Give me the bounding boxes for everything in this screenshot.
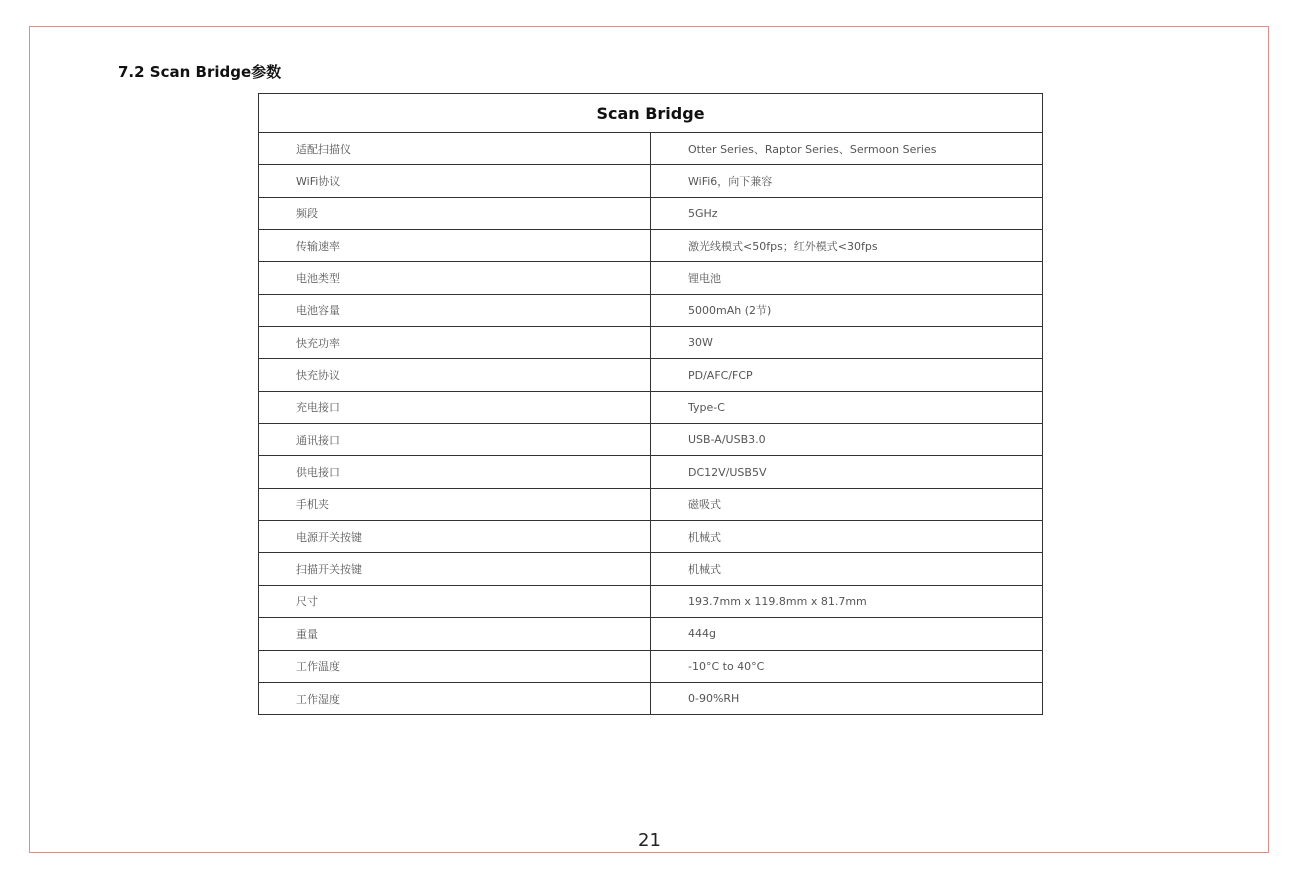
table-row	[259, 391, 1043, 423]
spec-label: 电池类型	[259, 262, 651, 294]
spec-value: Otter Series、Raptor Series、Sermoon Series	[651, 133, 1043, 165]
spec-value: WiFi6，向下兼容	[651, 165, 1043, 197]
table-row	[259, 262, 1043, 294]
spec-value: 机械式	[651, 521, 1043, 553]
spec-table	[258, 93, 1043, 715]
spec-label: 快充协议	[259, 359, 651, 391]
spec-value: 磁吸式	[651, 488, 1043, 520]
table-row	[259, 230, 1043, 262]
table-row	[259, 521, 1043, 553]
spec-value: 30W	[651, 327, 1043, 359]
table-row	[259, 553, 1043, 585]
page-number: 21	[638, 830, 661, 851]
spec-label: 充电接口	[259, 391, 651, 423]
table-row	[259, 133, 1043, 165]
spec-label: 传输速率	[259, 230, 651, 262]
spec-value: 机械式	[651, 553, 1043, 585]
spec-value: Type-C	[651, 391, 1043, 423]
table-header: Scan Bridge	[259, 94, 1043, 133]
table-row	[259, 165, 1043, 197]
spec-label: 工作湿度	[259, 682, 651, 714]
spec-label: 频段	[259, 197, 651, 229]
spec-label: WiFi协议	[259, 165, 651, 197]
spec-value: 5GHz	[651, 197, 1043, 229]
spec-label: 重量	[259, 618, 651, 650]
spec-label: 手机夹	[259, 488, 651, 520]
spec-value: 5000mAh (2节)	[651, 294, 1043, 326]
table-row	[259, 682, 1043, 714]
spec-value: DC12V/USB5V	[651, 456, 1043, 488]
spec-value: 锂电池	[651, 262, 1043, 294]
spec-value: 444g	[651, 618, 1043, 650]
spec-label: 快充功率	[259, 327, 651, 359]
spec-value: PD/AFC/FCP	[651, 359, 1043, 391]
table-row	[259, 456, 1043, 488]
spec-label: 工作温度	[259, 650, 651, 682]
table-header-row	[259, 94, 1043, 133]
spec-value: USB-A/USB3.0	[651, 424, 1043, 456]
spec-value: 0-90%RH	[651, 682, 1043, 714]
table-row	[259, 294, 1043, 326]
spec-label: 电源开关按键	[259, 521, 651, 553]
spec-label: 供电接口	[259, 456, 651, 488]
spec-value: 193.7mm x 119.8mm x 81.7mm	[651, 585, 1043, 617]
table-row	[259, 327, 1043, 359]
table-row	[259, 618, 1043, 650]
spec-label: 扫描开关按键	[259, 553, 651, 585]
table-row	[259, 488, 1043, 520]
spec-label: 通讯接口	[259, 424, 651, 456]
table-row	[259, 197, 1043, 229]
spec-label: 尺寸	[259, 585, 651, 617]
table-row	[259, 359, 1043, 391]
table-row	[259, 424, 1043, 456]
section-title: 7.2 Scan Bridge参数	[118, 63, 282, 81]
table-row	[259, 650, 1043, 682]
spec-label: 电池容量	[259, 294, 651, 326]
spec-value: 激光线模式<50fps；红外模式<30fps	[651, 230, 1043, 262]
spec-value: -10°C to 40°C	[651, 650, 1043, 682]
spec-label: 适配扫描仪	[259, 133, 651, 165]
table-body	[259, 133, 1043, 715]
table-row	[259, 585, 1043, 617]
